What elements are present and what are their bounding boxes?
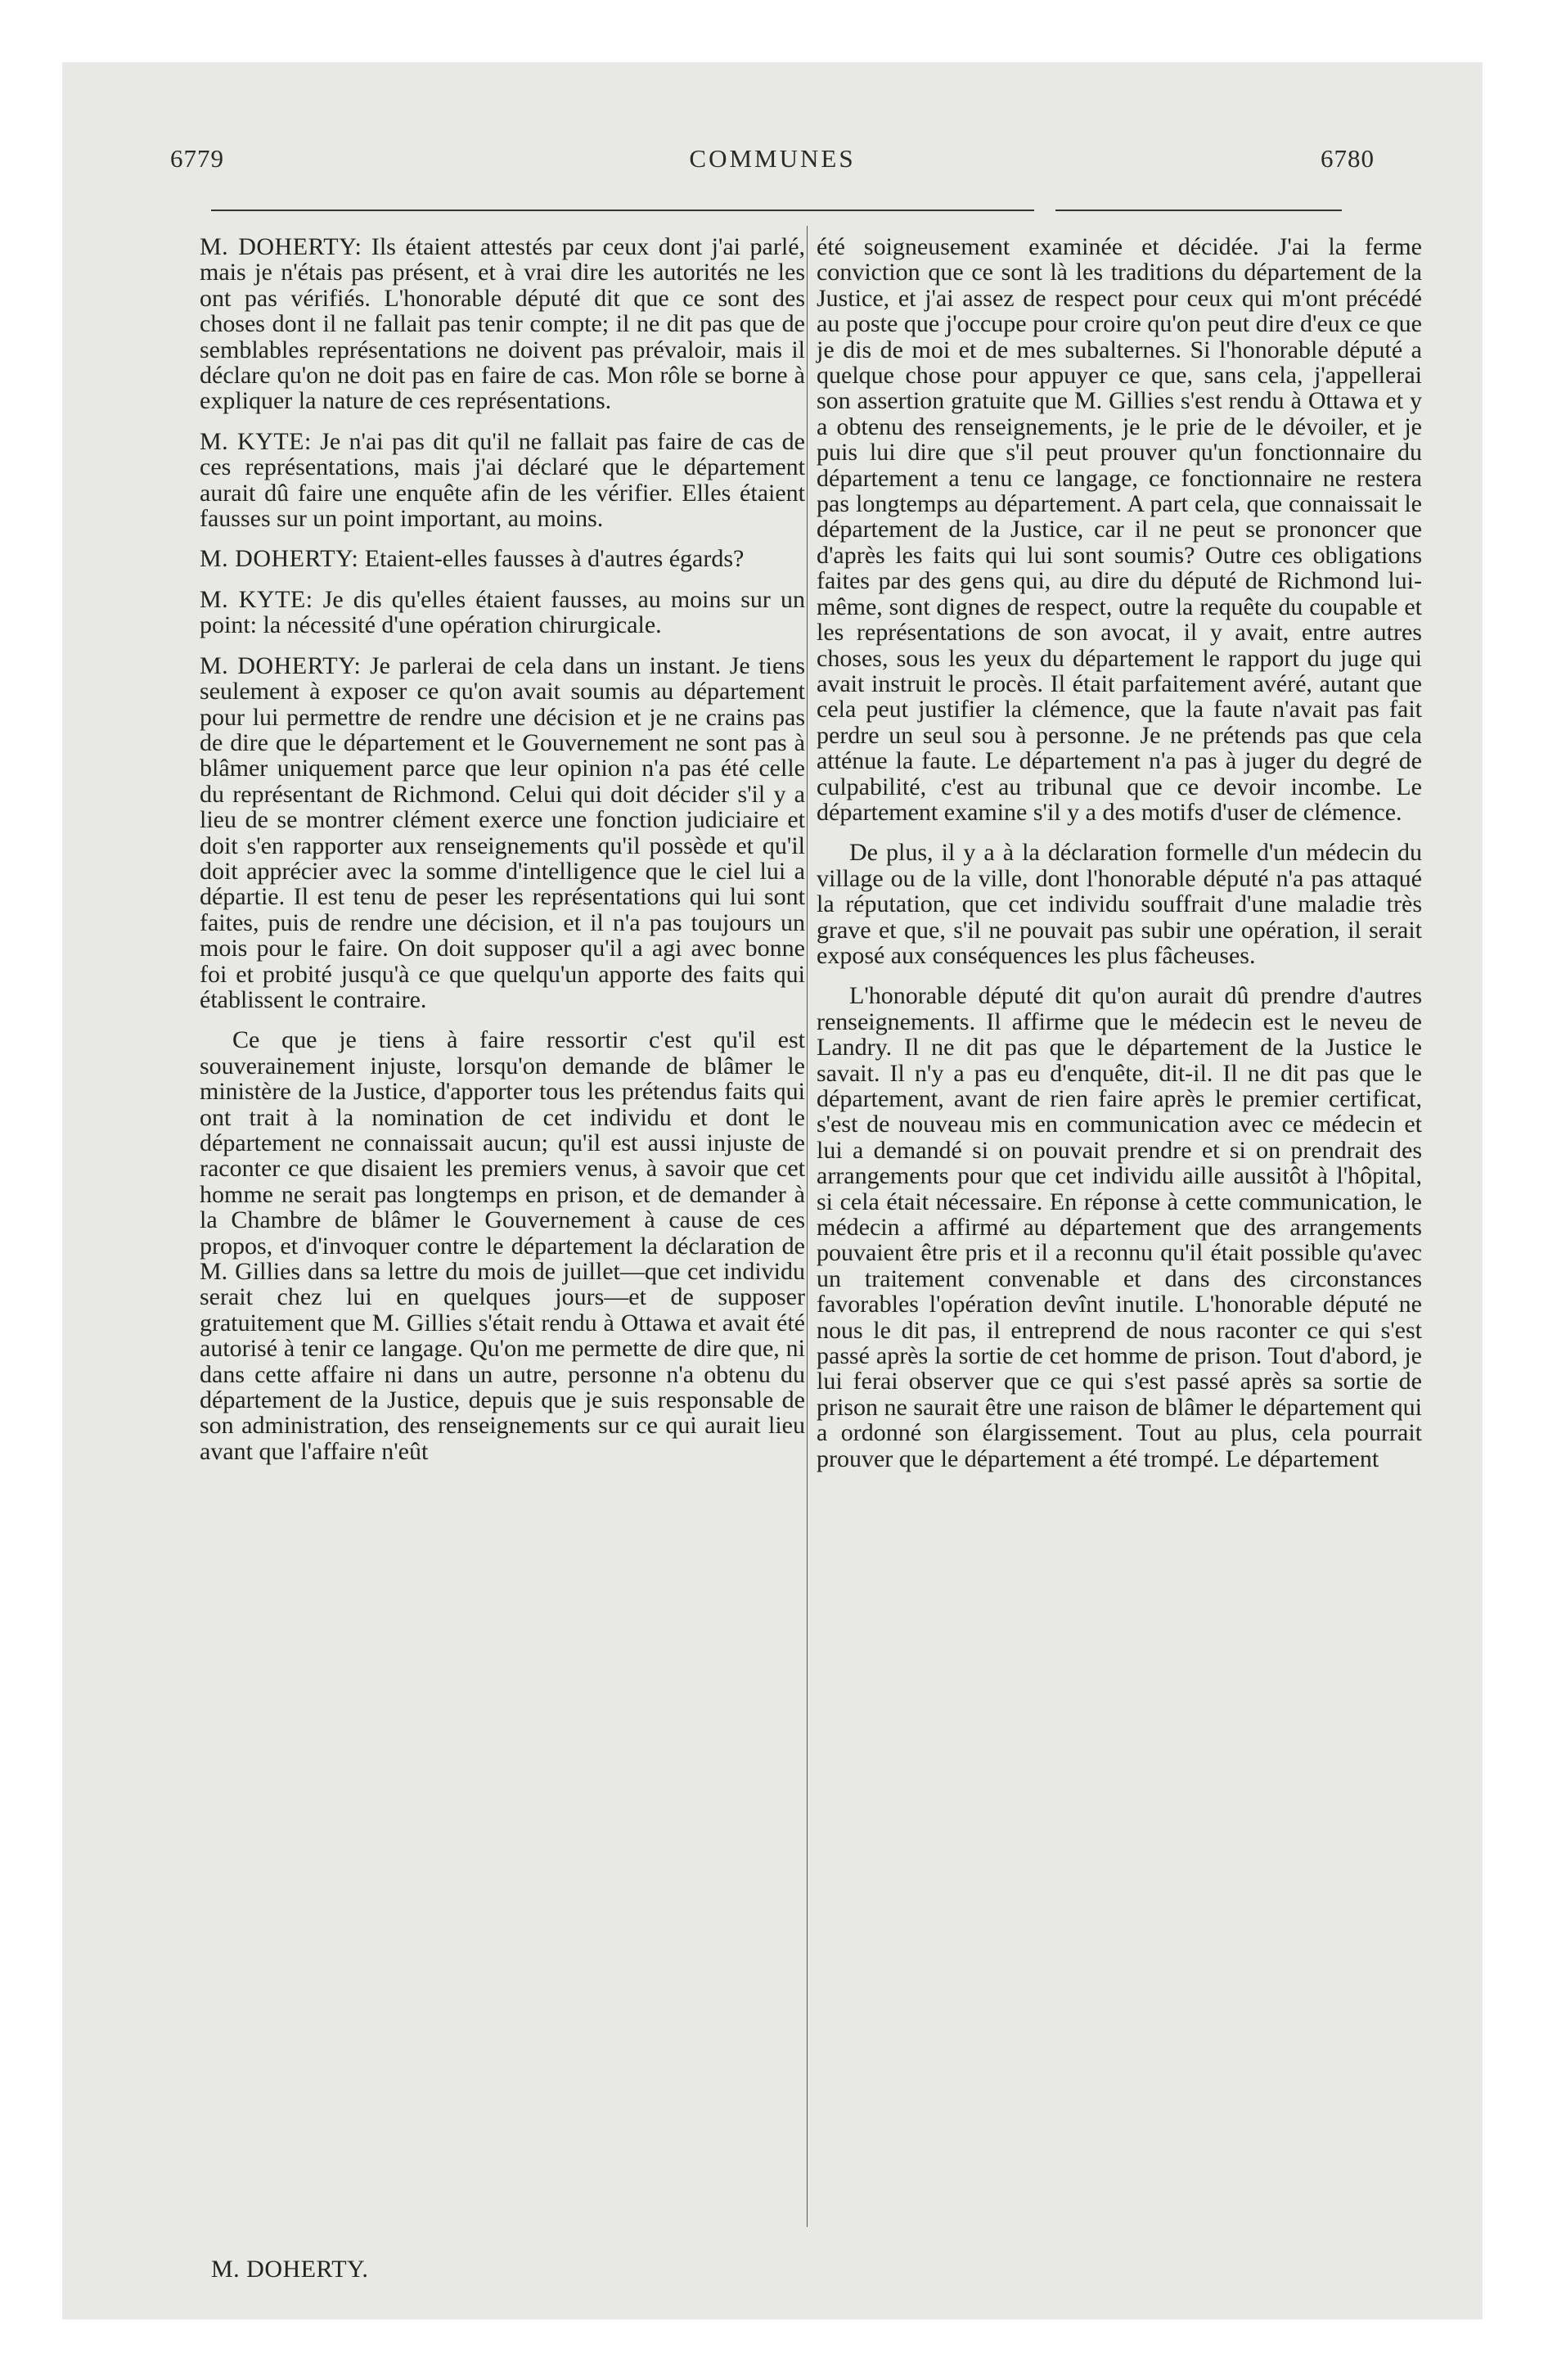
paragraph (200, 587, 805, 638)
paragraph (200, 429, 805, 532)
left-column (200, 234, 805, 1479)
speaker-name: M. DOHERTY: (200, 651, 362, 679)
paragraph (200, 546, 805, 571)
paragraph-text: De plus, il y a à la déclaration formelle d'un médecin du village ou de la ville, dont l'honorable député n'a pas attaqué la réputation, que cet individu souffrait d'une maladie très grave et que, s'il ne pouvait pas subir une opération, il serait exposé aux conséquences les plus fâcheuses. (817, 839, 1422, 969)
running-head: COMMUNES (689, 144, 856, 173)
paragraph (817, 840, 1422, 968)
paragraph-text: Je dis qu'elles étaient fausses, au moins sur un point: la nécessité d'une opération chirurgicale. (200, 585, 805, 639)
speaker-name: M. DOHERTY: (200, 545, 359, 573)
footer-speaker-tag: M. DOHERTY. (211, 2256, 369, 2283)
header-rule-left (211, 210, 1034, 211)
paragraph-text: Je parlerai de cela dans un instant. Je tiens seulement à exposer ce qu'on avait soumis au département pour lui permettre de rendre une décision et je ne crains pas de dire que le département et le Gouvernement ne sont pas à blâmer uniquement parce que leur opinion n'a pas été celle du représentant de Richmond. Celui qui doit décider s'il y a lieu de se montrer clément exerce une fonction judiciaire et doit s'en rapporter aux renseignements qu'il possède et qu'il doit apprécier avec la somme d'intelligence que le ciel lui a départie. Il est tenu de peser les représentations qui lui sont faites, puis de rendre une décision, et il n'a pas toujours un mois pour le faire. On doit supposer qu'il a agi avec bonne foi et probité jusqu'à ce que quelqu'un apporte des faits qui établissent le contraire. (200, 651, 806, 1013)
page-sheet (62, 62, 1483, 2319)
paragraph-text: Ce que je tiens à faire ressortir c'est qu'il est souverainement injuste, lorsqu'on demande de blâmer le ministère de la Justice, d'apporter tous les prétendus faits qui ont trait à la nomination de cet individu et dont le département ne connaissait aucun; qu'il est aussi injuste de raconter ce que disaient les premiers venus, à savoir que cet homme ne serait pas longtemps en prison, et de demander à la Chambre de blâmer le Gouvernement à cause de ces propos, et d'invoquer contre le département la déclaration de M. Gillies dans sa lettre du mois de juillet—que cet individu serait chez lui en quelques jours—et de supposer gratuitement que M. Gillies s'était rendu à Ottawa et avait été autorisé à tenir ce langage. Qu'on me permette de dire que, ni dans cette affaire ni dans un autre, personne n'a obtenu du département de la Justice, depuis que je suis responsable de son administration, des renseignements sur ce qui aurait lieu avant que l'affaire n'eût (200, 1026, 805, 1465)
paragraph (817, 234, 1422, 825)
paragraph (200, 653, 805, 1013)
paragraph-text: Je n'ai pas dit qu'il ne fallait pas faire de cas de ces représentations, mais j'ai déclaré que le département aurait dû faire une enquête afin de les vérifier. Elles étaient fausses sur un point important, au moins. (200, 427, 805, 533)
page-number-left: 6779 (170, 144, 224, 173)
speaker-name: M. DOHERTY: (200, 233, 362, 260)
paragraph-text: Ils étaient attestés par ceux dont j'ai parlé, mais je n'étais pas présent, et à vrai dire les autorités ne les ont pas vérifiés. L'honorable député dit que ce sont des choses dont il ne fallait pas tenir compte; il ne dit pas que de semblables représentations ne doivent pas prévaloir, mais il déclare qu'on ne doit pas en faire de cas. Mon rôle se borne à expliquer la nature de ces représentations. (200, 233, 806, 415)
paragraph (817, 983, 1422, 1472)
paragraph-text: L'honorable député dit qu'on aurait dû prendre d'autres renseignements. Il affirme que le médecin est le neveu de Landry. Il ne dit pas que le département de la Justice le savait. Il n'y a pas eu d'enquête, dit-il. Il ne dit pas que le département, avant de rien faire après le premier certificat, s'est de nouveau mis en communication avec ce médecin et lui a demandé si on pouvait prendre et si on prendrait des arrangements pour que cet individu aille aussitôt à l'hôpital, si cela était nécessaire. En réponse à cette communication, le médecin a affirmé au département que des arrangements pouvaient être pris et il a reconnu qu'il était possible qu'avec un traitement convenable et dans des circonstances favorables l'opération devînt inutile. L'honorable député ne nous le dit pas, il entreprend de nous raconter ce qui s'est passé après la sortie de cet homme de prison. Tout d'abord, je lui ferai observer que ce qui s'est passé après sa sortie de prison ne saurait être une raison de blâmer le département qui a ordonné son élargissement. Tout au plus, cela pourrait prouver que le département a été trompé. Le département (817, 982, 1422, 1472)
paragraph (200, 1027, 805, 1464)
page-number-right: 6780 (1321, 144, 1375, 173)
paragraph-text: été soigneusement examinée et décidée. J'ai la ferme conviction que ce sont là les traditions du département de la Justice, et j'ai assez de respect pour ceux qui m'ont précédé au poste que j'occupe pour croire qu'on peut dire d'eux ce que je dis de moi et de mes subalternes. Si l'honorable député a quelque chose pour appuyer ce que, sans cela, j'appellerai son assertion gratuite que M. Gillies s'est rendu à Ottawa et y a obtenu des renseignements, je le prie de le dévoiler, et je puis lui dire que s'il peut prouver qu'un fonctionnaire du département a tenu ce langage, ce fonctionnaire ne restera pas longtemps au département. A part cela, que connaissait le département de la Justice, car il ne peut se prononcer que d'après les faits qui lui sont soumis? Outre ces obligations faites par des gens qui, au dire du député de Richmond lui-même, sont dignes de respect, outre la requête du coupable et les représentations de son avocat, il y avait, entre autres choses, sous les yeux du département le rapport du juge qui avait instruit le procès. Il était parfaitement avéré, autant que cela peut justifier la clémence, que la faute n'avait pas fait perdre un seul sou à personne. Je ne prétends pas que cela atténue la faute. Le département n'a pas à juger du degré de culpabilité, c'est au tribunal que ce devoir incombe. Le département examine s'il y a des motifs d'user de clémence. (817, 233, 1422, 826)
column-divider (807, 226, 808, 2227)
page-header (62, 144, 1483, 201)
speaker-name: M. KYTE: (200, 585, 313, 613)
speaker-name: M. KYTE: (200, 427, 312, 455)
paragraph (200, 234, 805, 414)
header-rule-right (1055, 210, 1342, 211)
paragraph-text: Etaient-elles fausses à d'autres égards? (364, 545, 745, 573)
right-column (817, 234, 1422, 1486)
